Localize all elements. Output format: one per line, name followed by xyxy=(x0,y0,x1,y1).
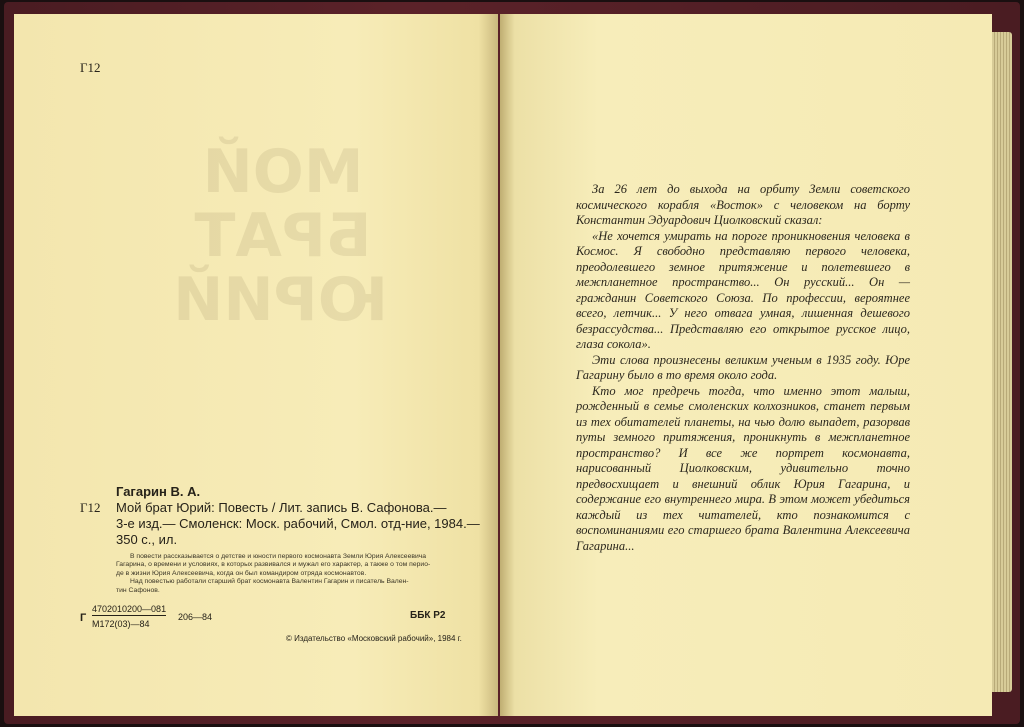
text-paragraph: «Не хочется умирать на пороге проникновения человека в Космос. Я свободно представляю первого человека, преодолевшего земное притяжение и полетевшего в межпланетное пространство... Он русский... Он — гражданин Советского Союза. По профессии, вероятнее всего, летчик... У него отвага умная, лишенная дешевого безрассудства... Представляю его открытое русское лицо, глаза сокола». xyxy=(576,228,910,351)
bleed-through-line: ЮРИЙ xyxy=(173,265,388,335)
abstract-line: Гагарина, о времени и условиях, в которых развивался и мужал его характер, а также о том перио- xyxy=(116,561,431,569)
text-paragraph: Эти слова произнесены великим ученым в 1935 году. Юре Гагарину было в то время около года. xyxy=(576,352,910,382)
catalog-line: Мой брат Юрий: Повесть / Лит. запись В. Сафонова.— xyxy=(116,500,447,515)
bleed-through-line: БРАТ xyxy=(194,201,372,271)
bleed-through-title xyxy=(173,137,388,335)
isbn-letter: Г xyxy=(80,612,87,624)
classification-code-top: Г12 xyxy=(80,60,101,75)
text-paragraph: За 26 лет до выхода на орбиту Земли советского космического корабля «Восток» с человеком на борту Константин Эдуардович Циолковский сказал: xyxy=(576,182,910,227)
abstract-line: тин Сафонов. xyxy=(116,586,160,594)
isbn-suffix: 206—84 xyxy=(178,612,213,622)
catalog-author: Гагарин В. А. xyxy=(116,484,201,499)
copyright-notice: © Издательство «Московский рабочий», 1984 г. xyxy=(286,634,462,643)
abstract-line: де в жизни Юрия Алексеевича, когда он был командиром отряда космонавтов. xyxy=(116,569,367,577)
text-paragraph: Кто мог предречь тогда, что именно этот малыш, рожденный в семье смоленских колхозников, станет первым из тех обитателей планеты, на чью долю выпадет, разорвав путы земного притяжения, проникнуть в межпланетное пространство? И все же портрет космонавта, нарисованный Циолковским, удивительно точно предвосхищает и внешний облик Юрия Гагарина, и содержание его внутреннего мира. В этом может убедиться каждый из тех читателей, кто познакомится с воспоминаниями его старшего брата Валентина Алексеевича Гагарина... xyxy=(576,383,910,553)
isbn-denominator: М172(03)—84 xyxy=(92,619,150,629)
bbk-code: ББК Р2 xyxy=(410,610,446,621)
abstract-line: В повести рассказывается о детстве и юности первого космонавта Земли Юрия Алексеевича xyxy=(130,553,427,560)
isbn-numerator: 4702010200—081 xyxy=(92,604,167,614)
classification-code-catalog: Г12 xyxy=(80,500,101,515)
abstract xyxy=(116,553,476,595)
abstract-line: Над повестью работали старший брат космонавта Валентин Гагарин и писатель Вален- xyxy=(130,578,409,586)
page-edges xyxy=(992,32,1012,692)
catalog-line: 350 с., ил. xyxy=(116,532,178,547)
epigraph-text xyxy=(576,182,910,554)
bleed-through-line: МОЙ xyxy=(202,137,364,207)
catalog-line: 3-е изд.— Смоленск: Моск. рабочий, Смол. отд-ние, 1984.— xyxy=(116,516,480,531)
